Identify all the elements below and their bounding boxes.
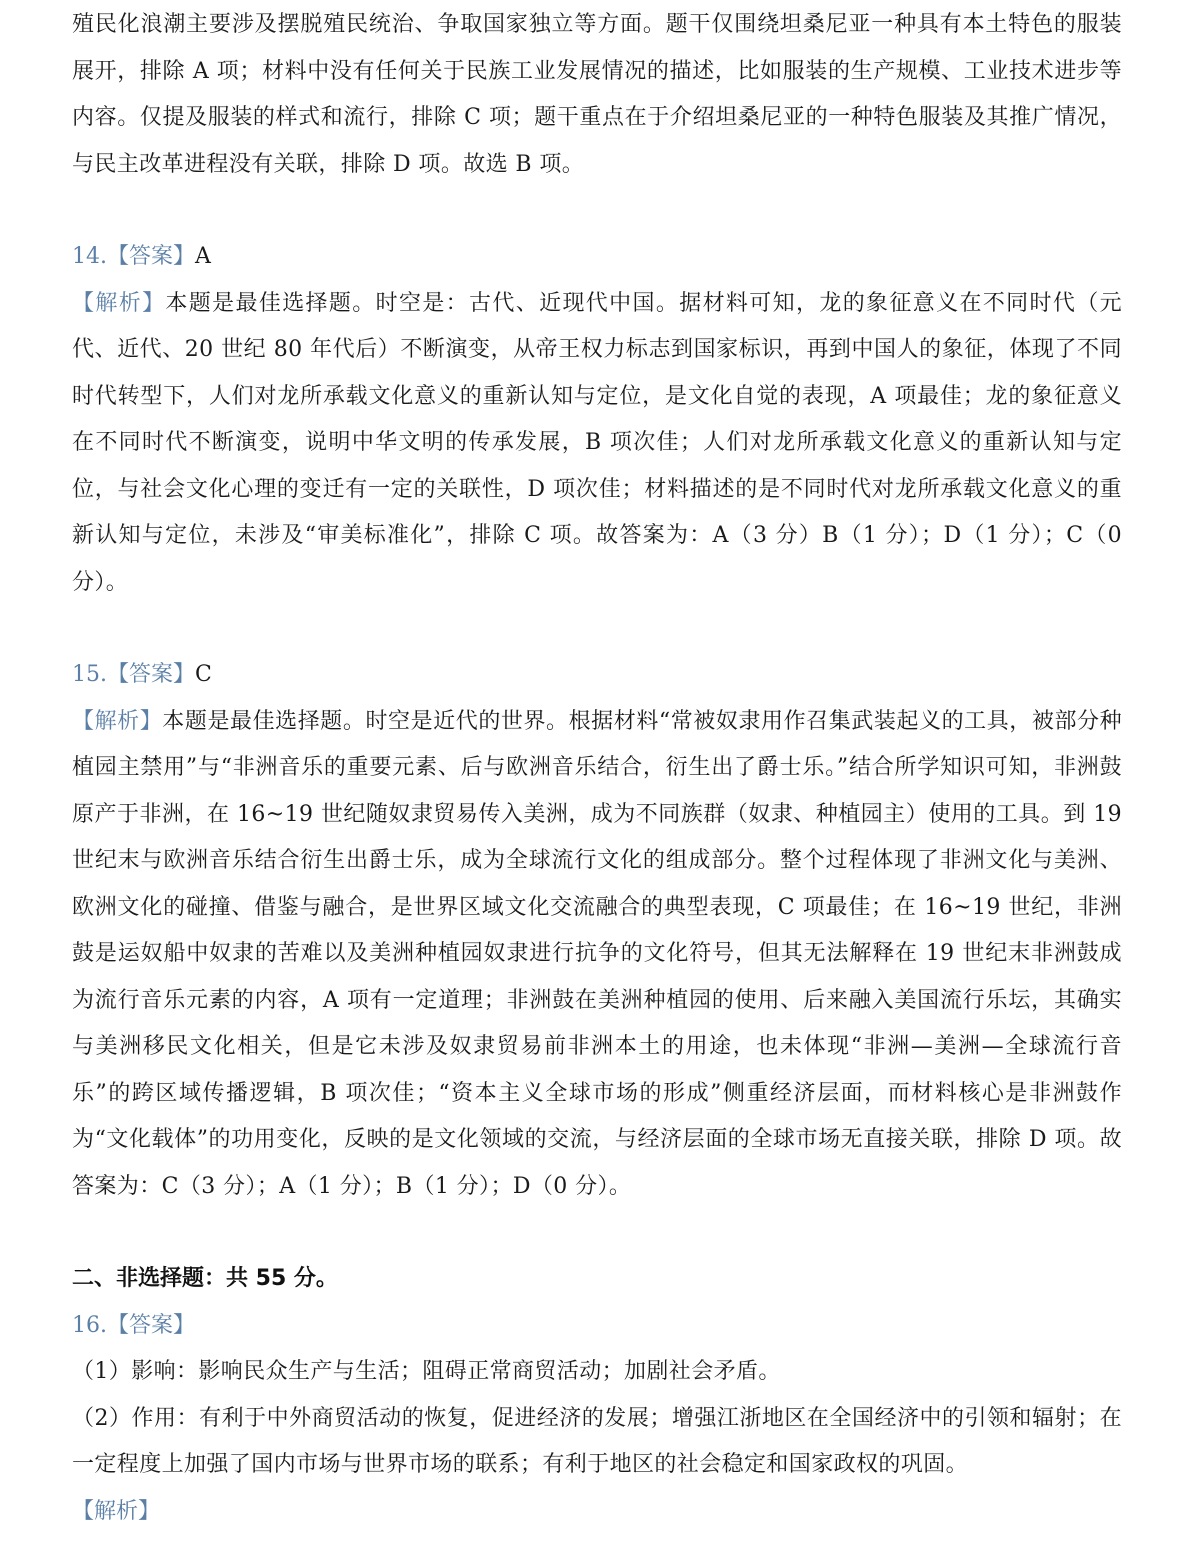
spacer — [72, 1210, 1122, 1256]
q16-analysis-tag: 【解析】 — [72, 1498, 161, 1524]
q14-number: 14. — [72, 244, 107, 269]
q14-analysis — [72, 281, 1122, 607]
q15-answer-line — [72, 652, 1122, 699]
q15-analysis — [72, 699, 1122, 1211]
q14-answer-tag: 【答案】 — [107, 244, 196, 269]
q15-number: 15. — [72, 662, 107, 687]
q15-answer-tag: 【答案】 — [107, 662, 196, 687]
spacer — [72, 188, 1122, 234]
q16-answer-line — [72, 1303, 1122, 1350]
document-page — [72, 0, 1122, 1535]
spacer — [72, 606, 1122, 652]
q15-answer: C — [195, 662, 212, 687]
q15-analysis-text: 本题是最佳选择题。时空是近代的世界。根据材料“常被奴隶用作召集武装起义的工具，被部分种植园主禁用”与“非洲音乐的重要元素、后与欧洲音乐结合，衍生出了爵士乐。”结合所学知识可知，非洲鼓原产于非洲，在 16~19 世纪随奴隶贸易传入美洲，成为不同族群（奴隶、种植园主）使用的工具。到 19 世纪末与欧洲音乐结合衍生出爵士乐，成为全球流行文化的组成部分。整个过程体现了非洲文化与美洲、欧洲文化的碰撞、借鉴与融合，是世界区域文化交流融合的典型表现，C 项最佳；在 16~19 世纪，非洲鼓是运奴船中奴隶的苦难以及美洲种植园奴隶进行抗争的文化符号，但其无法解释在 19 世纪末非洲鼓成为流行音乐元素的内容，A 项有一定道理；非洲鼓在美洲种植园的使用、后来融入美国流行乐坛，其确实与美洲移民文化相关，但是它未涉及奴隶贸易前非洲本土的用途，也未体现“非洲—美洲—全球流行音乐”的跨区域传播逻辑，B 项次佳；“资本主义全球市场的形成”侧重经济层面，而材料核心是非洲鼓作为“文化载体”的功用变化，反映的是文化领域的交流，与经济层面的全球市场无直接关联，排除 D 项。故答案为：C（3 分）；A（1 分）；B（1 分）；D（0 分）。 — [72, 708, 1122, 1199]
q14-answer: A — [195, 244, 211, 269]
q16-number: 16. — [72, 1312, 107, 1338]
q14-answer-line — [72, 234, 1122, 281]
q16-item-1: （1）影响：影响民众生产与生活；阻碍正常商贸活动；加剧社会矛盾。 — [72, 1359, 781, 1384]
q15-analysis-tag: 【解析】 — [72, 708, 163, 734]
q16-answer-tag: 【答案】 — [107, 1312, 196, 1338]
section-heading: 二、非选择题：共 55 分。 — [72, 1266, 338, 1291]
q16-item-2: （2）作用：有利于中外商贸活动的恢复，促进经济的发展；增强江浙地区在全国经济中的引领和辐射；在一定程度上加强了国内市场与世界市场的联系；有利于地区的社会稳定和国家政权的巩固。 — [72, 1405, 1122, 1477]
q16-analysis-line — [72, 1489, 1122, 1536]
q14-analysis-tag: 【解析】 — [72, 290, 166, 316]
q13-analysis-continued: 殖民化浪潮主要涉及摆脱殖民统治、争取国家独立等方面。题干仅围绕坦桑尼亚一种具有本土特色的服装展开，排除 A 项；材料中没有任何关于民族工业发展情况的描述，比如服装的生产规模、工业技术进步等内容。仅提及服装的样式和流行，排除 C 项；题干重点在于介绍坦桑尼亚的一种特色服装及其推广情况，与民主改革进程没有关联，排除 D 项。故选 B 项。 — [72, 12, 1122, 177]
q14-analysis-text: 本题是最佳选择题。时空是：古代、近现代中国。据材料可知，龙的象征意义在不同时代（元代、近代、20 世纪 80 年代后）不断演变，从帝王权力标志到国家标识，再到中国人的象征，体现了不同时代转型下，人们对龙所承载文化意义的重新认知与定位，是文化自觉的表现，A 项最佳；龙的象征意义在不同时代不断演变，说明中华文明的传承发展，B 项次佳；人们对龙所承载文化意义的重新认知与定位，与社会文化心理的变迁有一定的关联性，D 项次佳；材料描述的是不同时代对龙所承载文化意义的重新认知与定位，未涉及“审美标准化”，排除 C 项。故答案为：A（3 分）B（1 分）；D（1 分）；C（0 分）。 — [72, 290, 1122, 595]
